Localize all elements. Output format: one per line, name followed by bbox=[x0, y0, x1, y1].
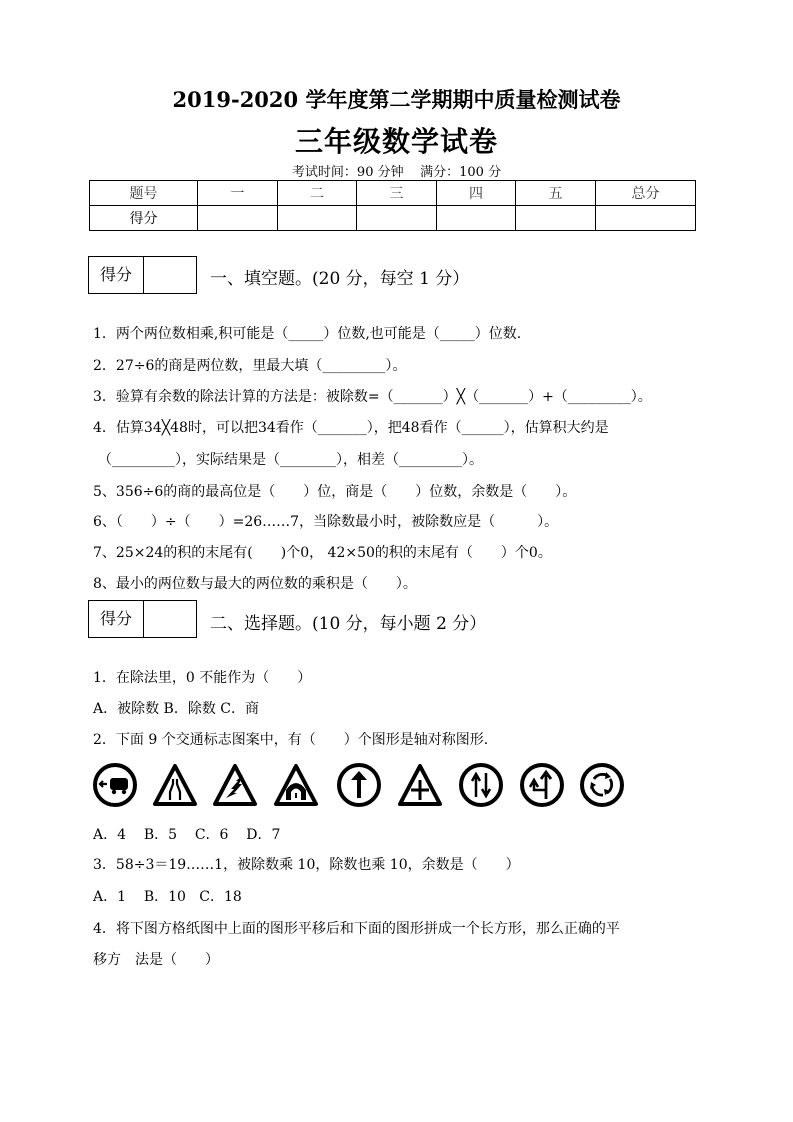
question-line: A．1 B．10 C．18 bbox=[93, 889, 242, 905]
score-header-cell: 三 bbox=[357, 181, 437, 206]
score-cell[interactable] bbox=[278, 206, 357, 231]
question-line: 移方 法是（ ） bbox=[93, 952, 219, 968]
question-line: 1．两个两位数相乘,积可能是（_____）位数,也可能是（_____）位数. bbox=[93, 326, 522, 342]
score-header-cell: 五 bbox=[516, 181, 596, 206]
section1-score-box bbox=[88, 256, 197, 294]
question-line: 8、最小的两位数与最大的两位数的乘积是（ ）。 bbox=[93, 576, 417, 592]
question-line: 6、（ ）÷（ ）=26……7，当除数最小时，被除数应是（ ）。 bbox=[93, 514, 559, 530]
question-line: 4．估算34╳48时，可以把34看作（_______），把48看作（______），估算积大约是 bbox=[93, 420, 609, 436]
score-header-cell: 一 bbox=[198, 181, 278, 206]
straight-or-left-sign-icon bbox=[519, 762, 565, 808]
question-line: 7、25×24的积的末尾有( )个0， 42×50的积的末尾有（ ）个0。 bbox=[93, 545, 552, 561]
question-line: 1．在除法里，0 不能作为（ ） bbox=[93, 670, 312, 686]
exam-info: 考试时间：90 分钟 满分：100 分 bbox=[291, 165, 502, 180]
score-header-cell: 总分 bbox=[596, 181, 696, 206]
score-row-label: 得分 bbox=[90, 206, 198, 231]
two-way-sign-icon bbox=[458, 762, 504, 808]
question-line: （_________），实际结果是（________），相差（_________）。 bbox=[98, 452, 483, 468]
question-line: 5、356÷6的商的最高位是（ ）位，商是（ ）位数，余数是（ ）。 bbox=[93, 484, 577, 500]
straight-ahead-sign-icon bbox=[336, 762, 382, 808]
exam-subtitle: 三年级数学试卷 bbox=[294, 125, 498, 158]
score-cell[interactable] bbox=[596, 206, 696, 231]
section2-title: 二、选择题。(10 分，每小题 2 分） bbox=[210, 614, 487, 634]
exam-title: 2019-2020 学年度第二学期期中质量检测试卷 bbox=[172, 87, 621, 112]
section2-score-label: 得分 bbox=[89, 601, 144, 637]
question-line: 3．验算有余数的除法计算的方法是：被除数=（_______）╳（_______）+（_________）。 bbox=[93, 389, 652, 405]
score-cell[interactable] bbox=[516, 206, 596, 231]
score-header-cell: 二 bbox=[278, 181, 357, 206]
section1-title: 一、填空题。(20 分，每空 1 分） bbox=[210, 269, 470, 289]
score-header-cell: 四 bbox=[437, 181, 516, 206]
crossroad-sign-icon bbox=[397, 762, 443, 808]
question-line: A．4 B．5 C．6 D．7 bbox=[93, 827, 281, 843]
tunnel-sign-icon bbox=[273, 762, 319, 808]
score-table bbox=[89, 180, 696, 231]
question-line: 2．下面 9 个交通标志图案中，有（ ）个图形是轴对称图形. bbox=[93, 732, 489, 748]
score-cell[interactable] bbox=[357, 206, 437, 231]
road-narrows-sign-icon bbox=[152, 762, 198, 808]
section2-score-box bbox=[88, 600, 197, 638]
question-line: A．被除数 B．除数 C．商 bbox=[93, 701, 260, 717]
score-table-header-row bbox=[90, 181, 696, 206]
section1-score-label: 得分 bbox=[89, 257, 144, 293]
question-line: 4．将下图方格纸图中上面的图形平移后和下面的图形拼成一个长方形，那么正确的平 bbox=[93, 921, 620, 937]
traffic-signs-row bbox=[92, 762, 632, 808]
score-cell[interactable] bbox=[437, 206, 516, 231]
score-table-row bbox=[90, 206, 696, 231]
question-line: 2．27÷6的商是两位数，里最大填（_________）。 bbox=[93, 358, 407, 374]
score-cell[interactable] bbox=[198, 206, 278, 231]
question-line: 3．58÷3＝19……1，被除数乘 10，除数也乘 10，余数是（ ） bbox=[93, 857, 520, 873]
car-left-sign-icon bbox=[92, 762, 138, 808]
lightning-sign-icon bbox=[212, 762, 258, 808]
roundabout-sign-icon bbox=[579, 762, 625, 808]
score-header-cell: 题号 bbox=[90, 181, 198, 206]
